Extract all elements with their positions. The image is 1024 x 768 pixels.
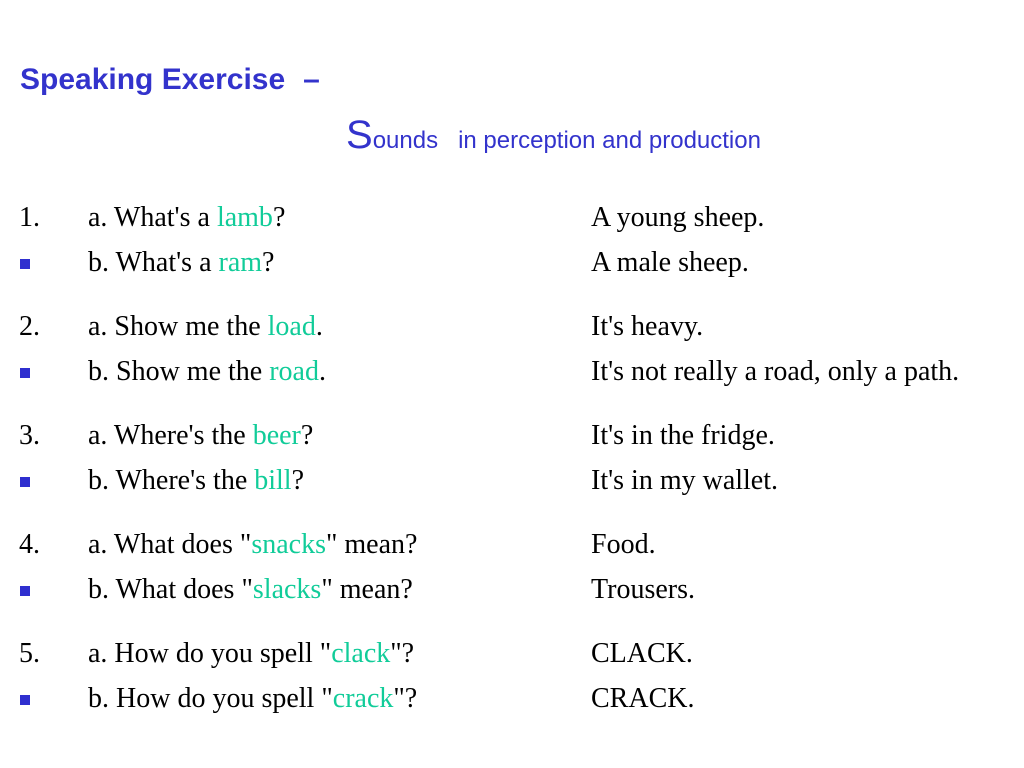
question-suffix: "? <box>390 638 415 669</box>
title-text: Speaking Exercise <box>20 63 286 96</box>
answer-text: CLACK. <box>591 638 693 669</box>
bullet-icon <box>20 586 30 596</box>
keyword: snacks <box>251 529 326 560</box>
answer-text: CRACK. <box>591 683 695 714</box>
keyword: clack <box>331 638 391 669</box>
question-suffix: ? <box>262 247 275 278</box>
question-text <box>88 634 414 674</box>
exercise-row <box>0 243 1024 283</box>
keyword: load <box>267 311 316 342</box>
bullet-icon <box>20 259 30 269</box>
question-suffix: ? <box>291 465 305 496</box>
item-number: 2. <box>19 311 40 342</box>
keyword: lamb <box>216 202 273 233</box>
subtitle-tail: in perception and production <box>458 127 761 154</box>
question-text <box>88 525 417 565</box>
answer-text: Food. <box>591 529 656 560</box>
question-prefix: b. What's a <box>88 247 219 278</box>
question-suffix: " mean? <box>321 574 413 605</box>
answer-text: It's in the fridge. <box>591 420 775 451</box>
slide-subtitle <box>346 110 761 166</box>
exercise-row <box>0 198 1024 238</box>
question-text <box>88 416 313 456</box>
keyword: road <box>269 356 319 387</box>
exercise-row <box>0 525 1024 565</box>
question-text <box>88 570 413 610</box>
answer-text: It's not really a road, only a path. <box>591 356 960 387</box>
bullet-icon <box>20 477 30 487</box>
question-suffix: ? <box>300 420 314 451</box>
answer-text: It's in my wallet. <box>591 465 779 496</box>
question-prefix: b. How do you spell " <box>88 683 333 714</box>
exercise-row <box>0 416 1024 456</box>
question-suffix: "? <box>393 683 418 714</box>
item-number: 5. <box>19 638 40 669</box>
exercise-row <box>0 352 1024 392</box>
keyword: bill <box>254 465 292 496</box>
question-suffix: . <box>315 311 323 342</box>
question-prefix: a. How do you spell " <box>88 638 332 669</box>
slide-title <box>20 60 320 100</box>
question-text <box>88 679 417 719</box>
exercise-row <box>0 679 1024 719</box>
subtitle-initial: S <box>346 113 373 157</box>
answer-text: A young sheep. <box>591 202 765 233</box>
question-prefix: b. Show me the <box>88 356 270 387</box>
bullet-icon <box>20 368 30 378</box>
keyword: slacks <box>252 574 322 605</box>
keyword: crack <box>332 683 394 714</box>
keyword: beer <box>252 420 301 451</box>
question-prefix: a. Where's the <box>88 420 253 451</box>
question-suffix: " mean? <box>325 529 418 560</box>
question-suffix: ? <box>272 202 286 233</box>
question-prefix: a. Show me the <box>88 311 268 342</box>
item-number: 3. <box>19 420 40 451</box>
question-text <box>88 198 285 238</box>
question-prefix: b. What does " <box>88 574 253 605</box>
exercise-row <box>0 461 1024 501</box>
question-text <box>88 461 304 501</box>
answer-text: It's heavy. <box>591 311 704 342</box>
question-prefix: a. What's a <box>88 202 217 233</box>
item-number: 4. <box>19 529 40 560</box>
question-suffix: . <box>318 356 326 387</box>
keyword: ram <box>218 247 263 278</box>
question-prefix: b. Where's the <box>88 465 255 496</box>
bullet-icon <box>20 695 30 705</box>
question-text <box>88 243 274 283</box>
question-text <box>88 352 326 392</box>
answer-text: A male sheep. <box>591 247 749 278</box>
item-number: 1. <box>19 202 40 233</box>
question-prefix: a. What does " <box>88 529 252 560</box>
subtitle-word: ounds <box>372 127 439 154</box>
answer-text: Trousers. <box>591 574 695 605</box>
exercise-row <box>0 570 1024 610</box>
exercise-row <box>0 634 1024 674</box>
exercise-row <box>0 307 1024 347</box>
title-dash: – <box>303 63 320 96</box>
question-text <box>88 307 323 347</box>
